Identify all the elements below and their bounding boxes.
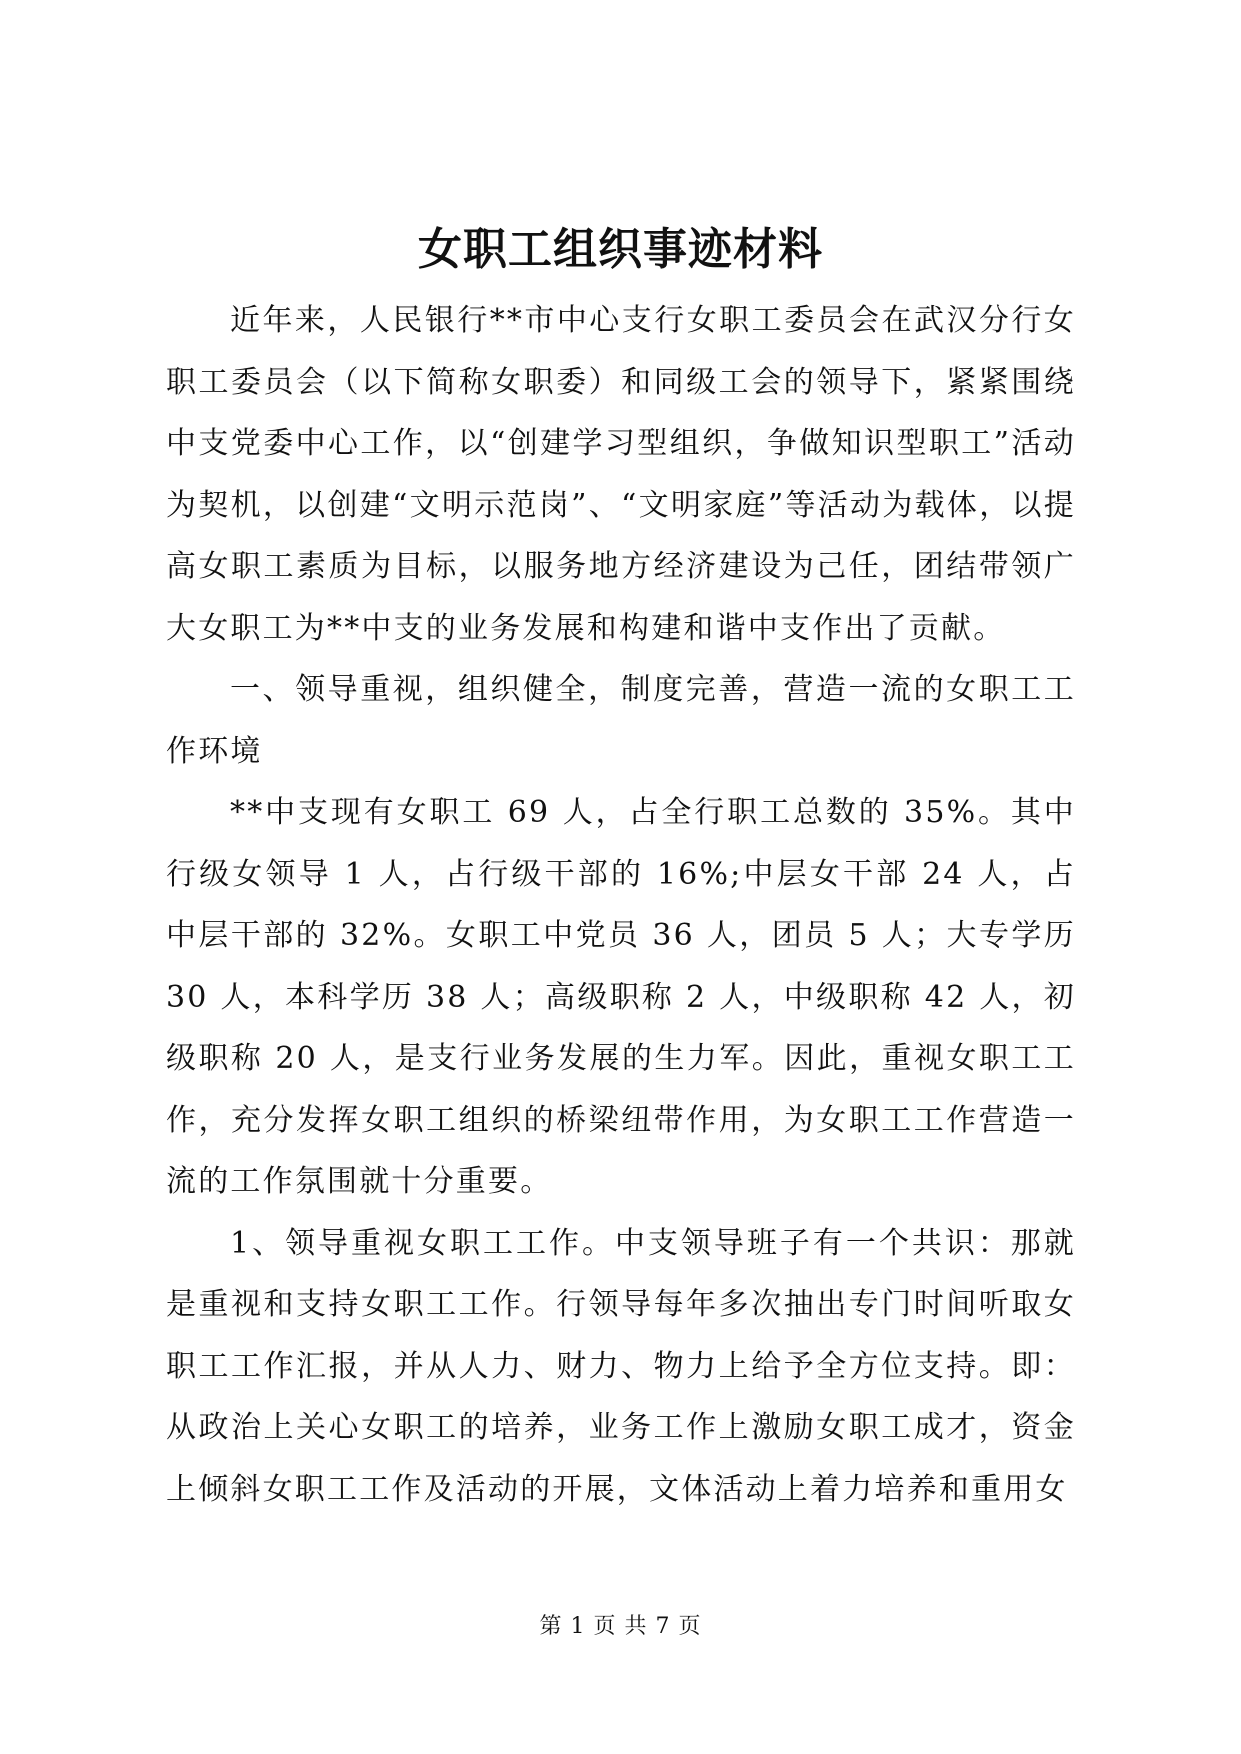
document-title: 女职工组织事迹材料 bbox=[418, 224, 823, 275]
page-footer: 第 1 页 共 7 页 bbox=[539, 1614, 702, 1639]
section-heading-1: 一、领导重视，组织健全，制度完善，营造一流的女职工工作环境 bbox=[166, 672, 1076, 769]
document-body bbox=[166, 290, 1076, 1520]
paragraph-statistics: **中支现有女职工 69 人，占全行职工总数的 35%。其中行级女领导 1 人，占行级干部的 16%;中层女干部 24 人，占中层干部的 32%。女职工中党员 36 人，团员 5 人；大专学历 30 人，本科学历 38 人；高级职称 2 人，中级职称 42 人，初级职称 20 人，是支行业务发展的生力军。因此，重视女职工工作，充分发挥女职工组织的桥梁纽带作用，为女职工工作营造一流的工作氛围就十分重要。 bbox=[166, 795, 1076, 1199]
paragraph-item-1: 1、领导重视女职工工作。中支领导班子有一个共识：那就是重视和支持女职工工作。行领导每年多次抽出专门时间听取女职工工作汇报，并从人力、财力、物力上给予全方位支持。即：从政治上关心女职工的培养，业务工作上激励女职工成才，资金上倾斜女职工工作及活动的开展，文体活动上着力培养和重用女 bbox=[166, 1225, 1076, 1507]
paragraph-intro: 近年来，人民银行**市中心支行女职工委员会在武汉分行女职工委员会（以下简称女职委）和同级工会的领导下，紧紧围绕中支党委中心工作，以“创建学习型组织，争做知识型职工”活动为契机，以创建“文明示范岗”、“文明家庭”等活动为载体，以提高女职工素质为目标，以服务地方经济建设为己任，团结带领广大女职工为**中支的业务发展和构建和谐中支作出了贡献。 bbox=[166, 303, 1076, 646]
